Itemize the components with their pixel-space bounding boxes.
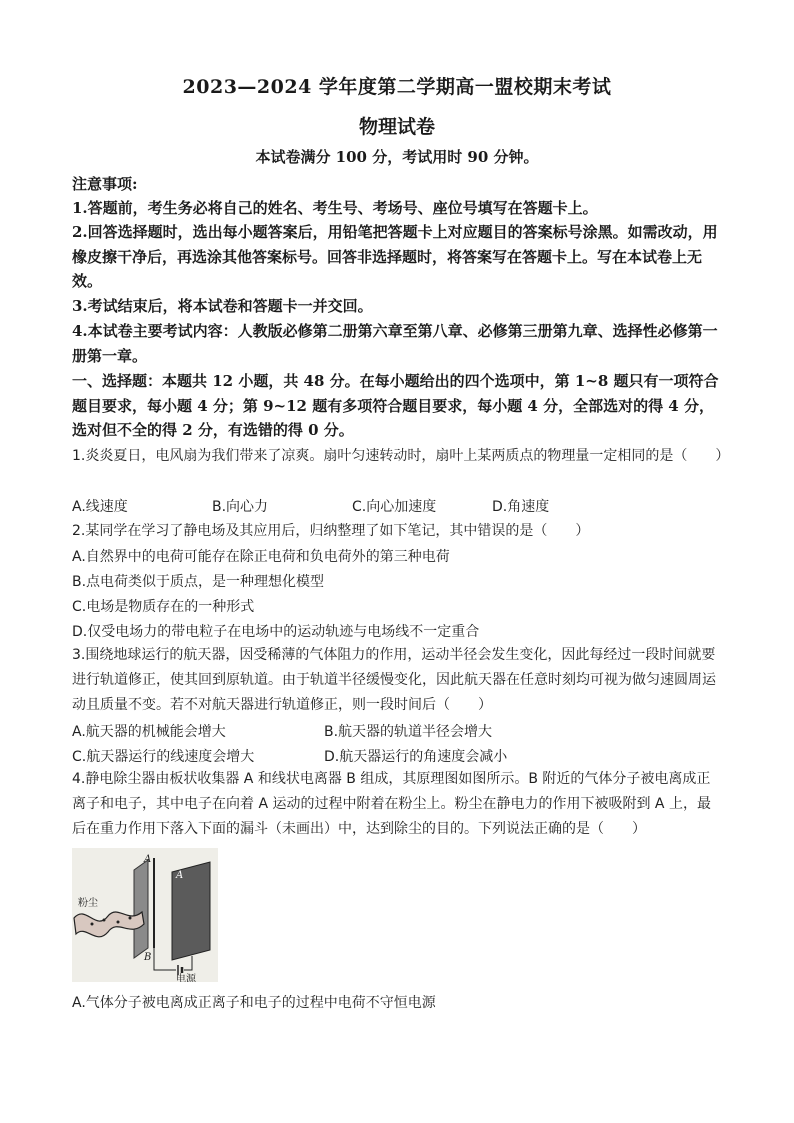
- label-b: B: [144, 952, 152, 963]
- question-3-stem: 3.围绕地球运行的航天器，因受稀薄的气体阻力的作用，运动半径会发生变化，因此每经过一段时间就要进行轨道修正，使其回到原轨道。由于轨道半径缓慢变化，因此航天器在任意时刻均可视为做匀速圆周运动且质量不变。若不对航天器进行轨道修正，则一段时间后（ ）: [72, 647, 716, 713]
- subject-title: 物理试卷: [358, 116, 435, 138]
- q2-option-a: A.自然界中的电荷可能存在除正电荷和负电荷外的第三种电荷: [72, 549, 450, 565]
- plate-a-back: [134, 860, 148, 958]
- question-1-stem: 1.炎炎夏日，电风扇为我们带来了凉爽。扇叶匀速转动时，扇叶上某两质点的物理量一定相同的是（ ）: [72, 448, 730, 464]
- q3-option-a: A.航天器的机械能会增大: [72, 724, 226, 740]
- section-intro: 一、选择题：本题共 12 小题，共 48 分。在每小题给出的四个选项中，第 1~8 题只有一项符合题目要求，每小题 4 分；第 9~12 题有多项符合题目要求，每小题 4 分，全部选对的得 4 分，选对但不全的得 2 分，有选错的得 0 分。: [72, 372, 719, 439]
- electrostatic-precipitator-figure: [72, 848, 218, 982]
- exam-title: 2023—2024 学年度第二学期高一盟校期末考试: [182, 76, 612, 98]
- score-time-note: 本试卷满分 100 分，考试用时 90 分钟。: [255, 148, 539, 166]
- wire-to-power-a: [184, 956, 192, 970]
- q1-option-b: B.向心力: [212, 499, 269, 515]
- q4-option-a: A.气体分子被电离成正离子和电子的过程中电荷不守恒电源: [72, 995, 436, 1011]
- note-item-4: 4.本试卷主要考试内容：人教版必修第二册第六章至第八章、必修第三册第九章、选择性必修第一册第一章。: [72, 322, 718, 365]
- q1-option-c: C.向心加速度: [352, 499, 437, 515]
- note-item-3: 3.考试结束后，将本试卷和答题卡一并交回。: [72, 297, 373, 315]
- question-4-stem: 4.静电除尘器由板状收集器 A 和线状电离器 B 组成，其原理图如图所示。B 附近的气体分子被电离成正离子和电子，其中电子在向着 A 运动的过程中附着在粉尘上。粉尘在静电力的作用下被吸附到 A 上，最后在重力作用下落入下面的漏斗（未画出）中，达到除尘的目的。下列说法正确的是（ ）: [72, 771, 711, 837]
- q3-option-d: D.航天器运行的角速度会减小: [324, 749, 508, 765]
- q3-option-c: C.航天器运行的线速度会增大: [72, 749, 255, 765]
- precipitator-diagram: [72, 848, 218, 982]
- q2-option-b: B.点电荷类似于质点，是一种理想化模型: [72, 574, 325, 590]
- q2-option-c: C.电场是物质存在的一种形式: [72, 599, 255, 615]
- q2-option-d: D.仅受电场力的带电粒子在电场中的运动轨迹与电场线不一定重合: [72, 624, 480, 640]
- notes-heading: 注意事项:: [72, 175, 138, 193]
- note-item-2: 2.回答选择题时，选出每小题答案后，用铅笔把答题卡上对应题目的答案标号涂黑。如需改动，用橡皮擦干净后，再选涂其他答案标号。回答非选择题时，将答案写在答题卡上。写在本试卷上无效。: [72, 223, 718, 290]
- q1-option-a: A.线速度: [72, 499, 128, 515]
- label-a-back: A: [144, 854, 152, 865]
- label-dust: 粉尘: [78, 898, 98, 909]
- label-power: 电源: [176, 974, 196, 982]
- q3-option-b: B.航天器的轨道半径会增大: [324, 724, 493, 740]
- label-a-front: A: [176, 870, 184, 881]
- q1-option-d: D.角速度: [492, 499, 550, 515]
- note-item-1: 1.答题前，考生务必将自己的姓名、考生号、考场号、座位号填写在答题卡上。: [72, 199, 598, 217]
- question-2-stem: 2.某同学在学习了静电场及其应用后，归纳整理了如下笔记，其中错误的是（ ）: [72, 523, 590, 539]
